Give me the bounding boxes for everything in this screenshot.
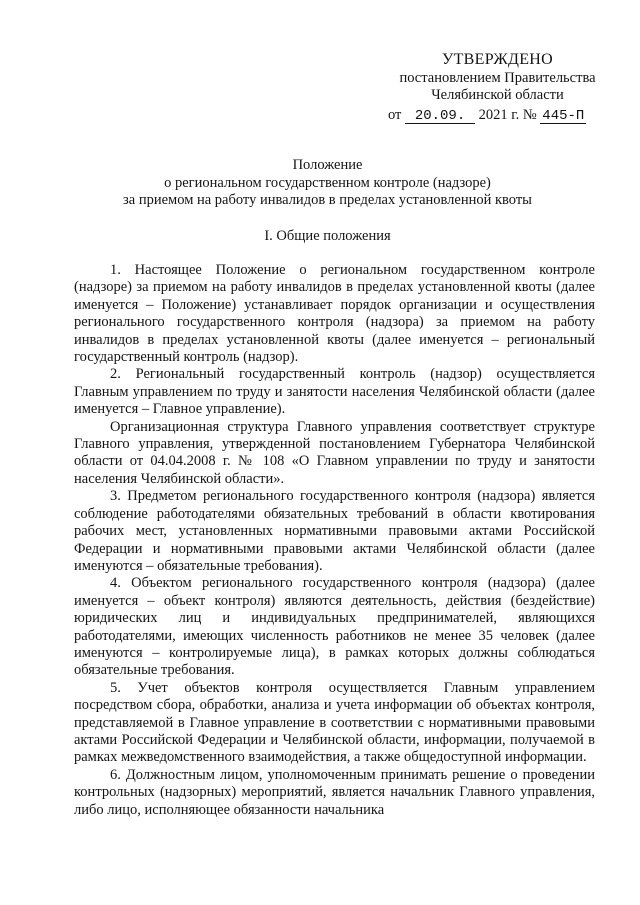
document-body	[74, 262, 595, 819]
title-line-3: за приемом на работу инвалидов в пределах установленной квоты	[123, 192, 532, 208]
paragraph-2-structure: Организационная структура Главного управления соответствует структуре Главного управления, утвержденной постановлением Губернатора Челябинской области от 04.04.2008 г. № 108 «О Главном управлении по труду и занятости населения Челябинской области».	[74, 418, 595, 487]
title-line-1: Положение	[292, 157, 363, 173]
approval-date-line	[380, 107, 615, 124]
approval-heading: УТВЕРЖДЕНО	[441, 51, 553, 68]
approval-year-label: 2021 г. №	[478, 107, 537, 123]
title-line-2: о региональном государственном контроле (надзоре)	[164, 174, 491, 191]
approval-line-2: Челябинской области	[431, 87, 564, 103]
approval-line-1: постановлением Правительства	[399, 70, 596, 86]
paragraph-3: 3. Предметом регионального государственного контроля (надзора) является соблюдение работодателями обязательных требований в области квотирования рабочих мест, установленных нормативными правовыми актами Российской Федерации и нормативными правовыми актами Челябинской области (далее именуются – обязательные требования).	[74, 488, 595, 574]
approval-stamp	[380, 50, 615, 124]
paragraph-1: 1. Настоящее Положение о региональном государственном контроле (надзоре) за приемом на работу инвалидов в пределах установленной квоты (далее именуется – Положение) устанавливает порядок организации и осуществления регионального государственного контроля (надзора) за приемом на работу инвалидов в пределах установленной квоты (далее именуется – региональный государственный контроль (надзор).	[74, 262, 595, 366]
paragraph-2: 2. Региональный государственный контроль (надзор) осуществляется Главным управлением по труду и занятости населения Челябинской области (далее именуется – Главное управление).	[74, 366, 595, 418]
paragraph-6: 6. Должностным лицом, уполномоченным принимать решение о проведении контрольных (надзорных) мероприятий, является начальник Главного управления, либо лицо, исполняющее обязанности начальника	[74, 766, 595, 818]
approval-date: 20.09.	[405, 109, 475, 124]
section-heading: I. Общие положения	[264, 228, 391, 244]
paragraph-5: 5. Учет объектов контроля осуществляется Главным управлением посредством сбора, обработки, анализа и учета информации об объектах контроля, представляемой в Главное управление в соответствии с нормативными правовыми актами Российской Федерации и Челябинской области, информации, получаемой в рамках межведомственного взаимодействия, а также общедоступной информации.	[74, 679, 595, 766]
paragraph-4: 4. Объектом регионального государственного контроля (надзора) (далее именуется – объект контроля) являются деятельность, действия (бездействие) юридических лиц и индивидуальных предпринимателей, являющихся работодателями, имеющих численность работников не менее 35 человек (далее именуются – контролируемые лица), в рамках которых должны соблюдаться обязательные требования.	[74, 575, 595, 679]
document-title	[60, 157, 595, 210]
approval-prefix: от	[388, 107, 402, 123]
approval-number: 445-П	[542, 108, 585, 124]
